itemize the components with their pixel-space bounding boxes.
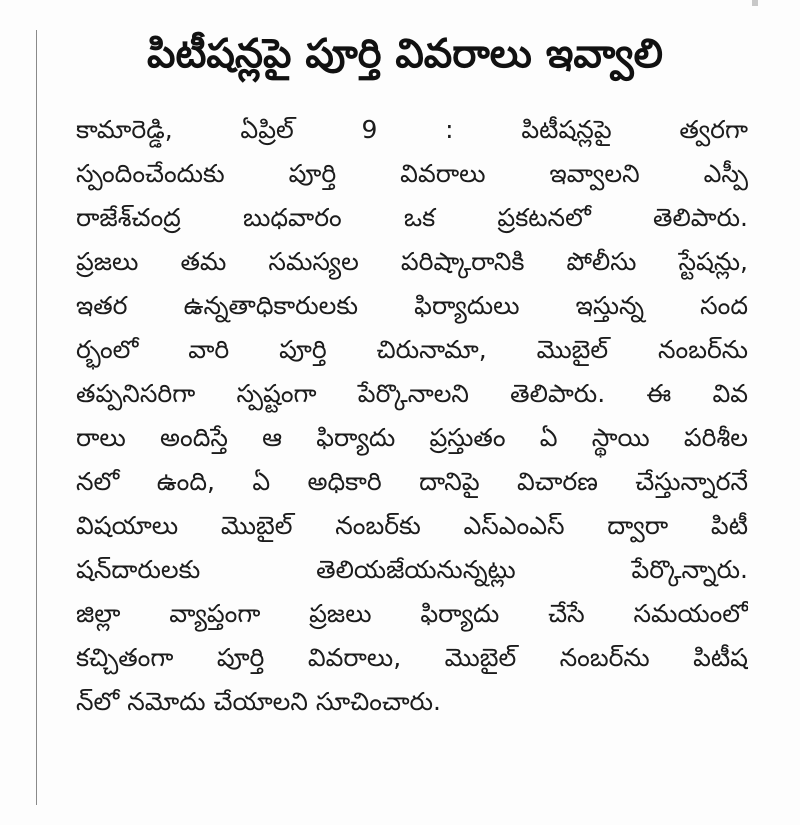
- article-headline: పిటీషన్లపై పూర్తి వివరాలు ఇవ్వాలి: [147, 31, 663, 77]
- article-line: ర్భంలో వారి పూర్తి చిరునామా, మొబైల్ నంబర్‌ను: [76, 335, 748, 364]
- article-line: న్‌లో నమోదు చేయాలని సూచించారు.: [76, 687, 441, 716]
- article-line: స్పందించేందుకు పూర్తి వివరాలు ఇవ్వాలని ఎస్పీ: [76, 159, 748, 188]
- article-line: జిల్లా వ్యాప్తంగా ప్రజలు ఫిర్యాదు చేసే సమయంలో: [76, 599, 748, 628]
- article-body: [76, 108, 748, 808]
- article-line: ప్రజలు తమ సమస్యల పరిష్కారానికి పోలీసు స్టేషన్లు,: [76, 247, 748, 276]
- article-line: షన్‌దారులకు తెలియజేయనున్నట్లు పేర్కొన్నారు.: [76, 555, 748, 584]
- column-divider: [36, 30, 37, 805]
- article-line: నలో ఉంది, ఏ అధికారి దానిపై విచారణ చేస్తున్నారనే: [76, 467, 748, 496]
- scan-mark: [752, 0, 758, 6]
- article-line: ఇతర ఉన్నతాధికారులకు ఫిర్యాదులు ఇస్తున్న సంద: [76, 291, 748, 320]
- article-line: కామారెడ్డి, ఏప్రిల్ 9 : పిటీషన్లపై త్వరగా: [76, 115, 748, 144]
- article-line: కచ్చితంగా పూర్తి వివరాలు, మొబైల్ నంబర్‌ను పిటీష: [76, 643, 748, 672]
- article-line: తప్పనిసరిగా స్పష్టంగా పేర్కొనాలని తెలిపారు. ఈ వివ: [76, 379, 748, 408]
- article-line: రాజేశ్‌చంద్ర బుధవారం ఒక ప్రకటనలో తెలిపారు.: [76, 203, 748, 232]
- article-line: విషయాలు మొబైల్ నంబర్‌కు ఎస్‌ఎంఎస్ ద్వారా పిటీ: [76, 511, 748, 540]
- article-line: రాలు అందిస్తే ఆ ఫిర్యాదు ప్రస్తుతం ఏ స్థాయి పరిశీల: [76, 423, 748, 452]
